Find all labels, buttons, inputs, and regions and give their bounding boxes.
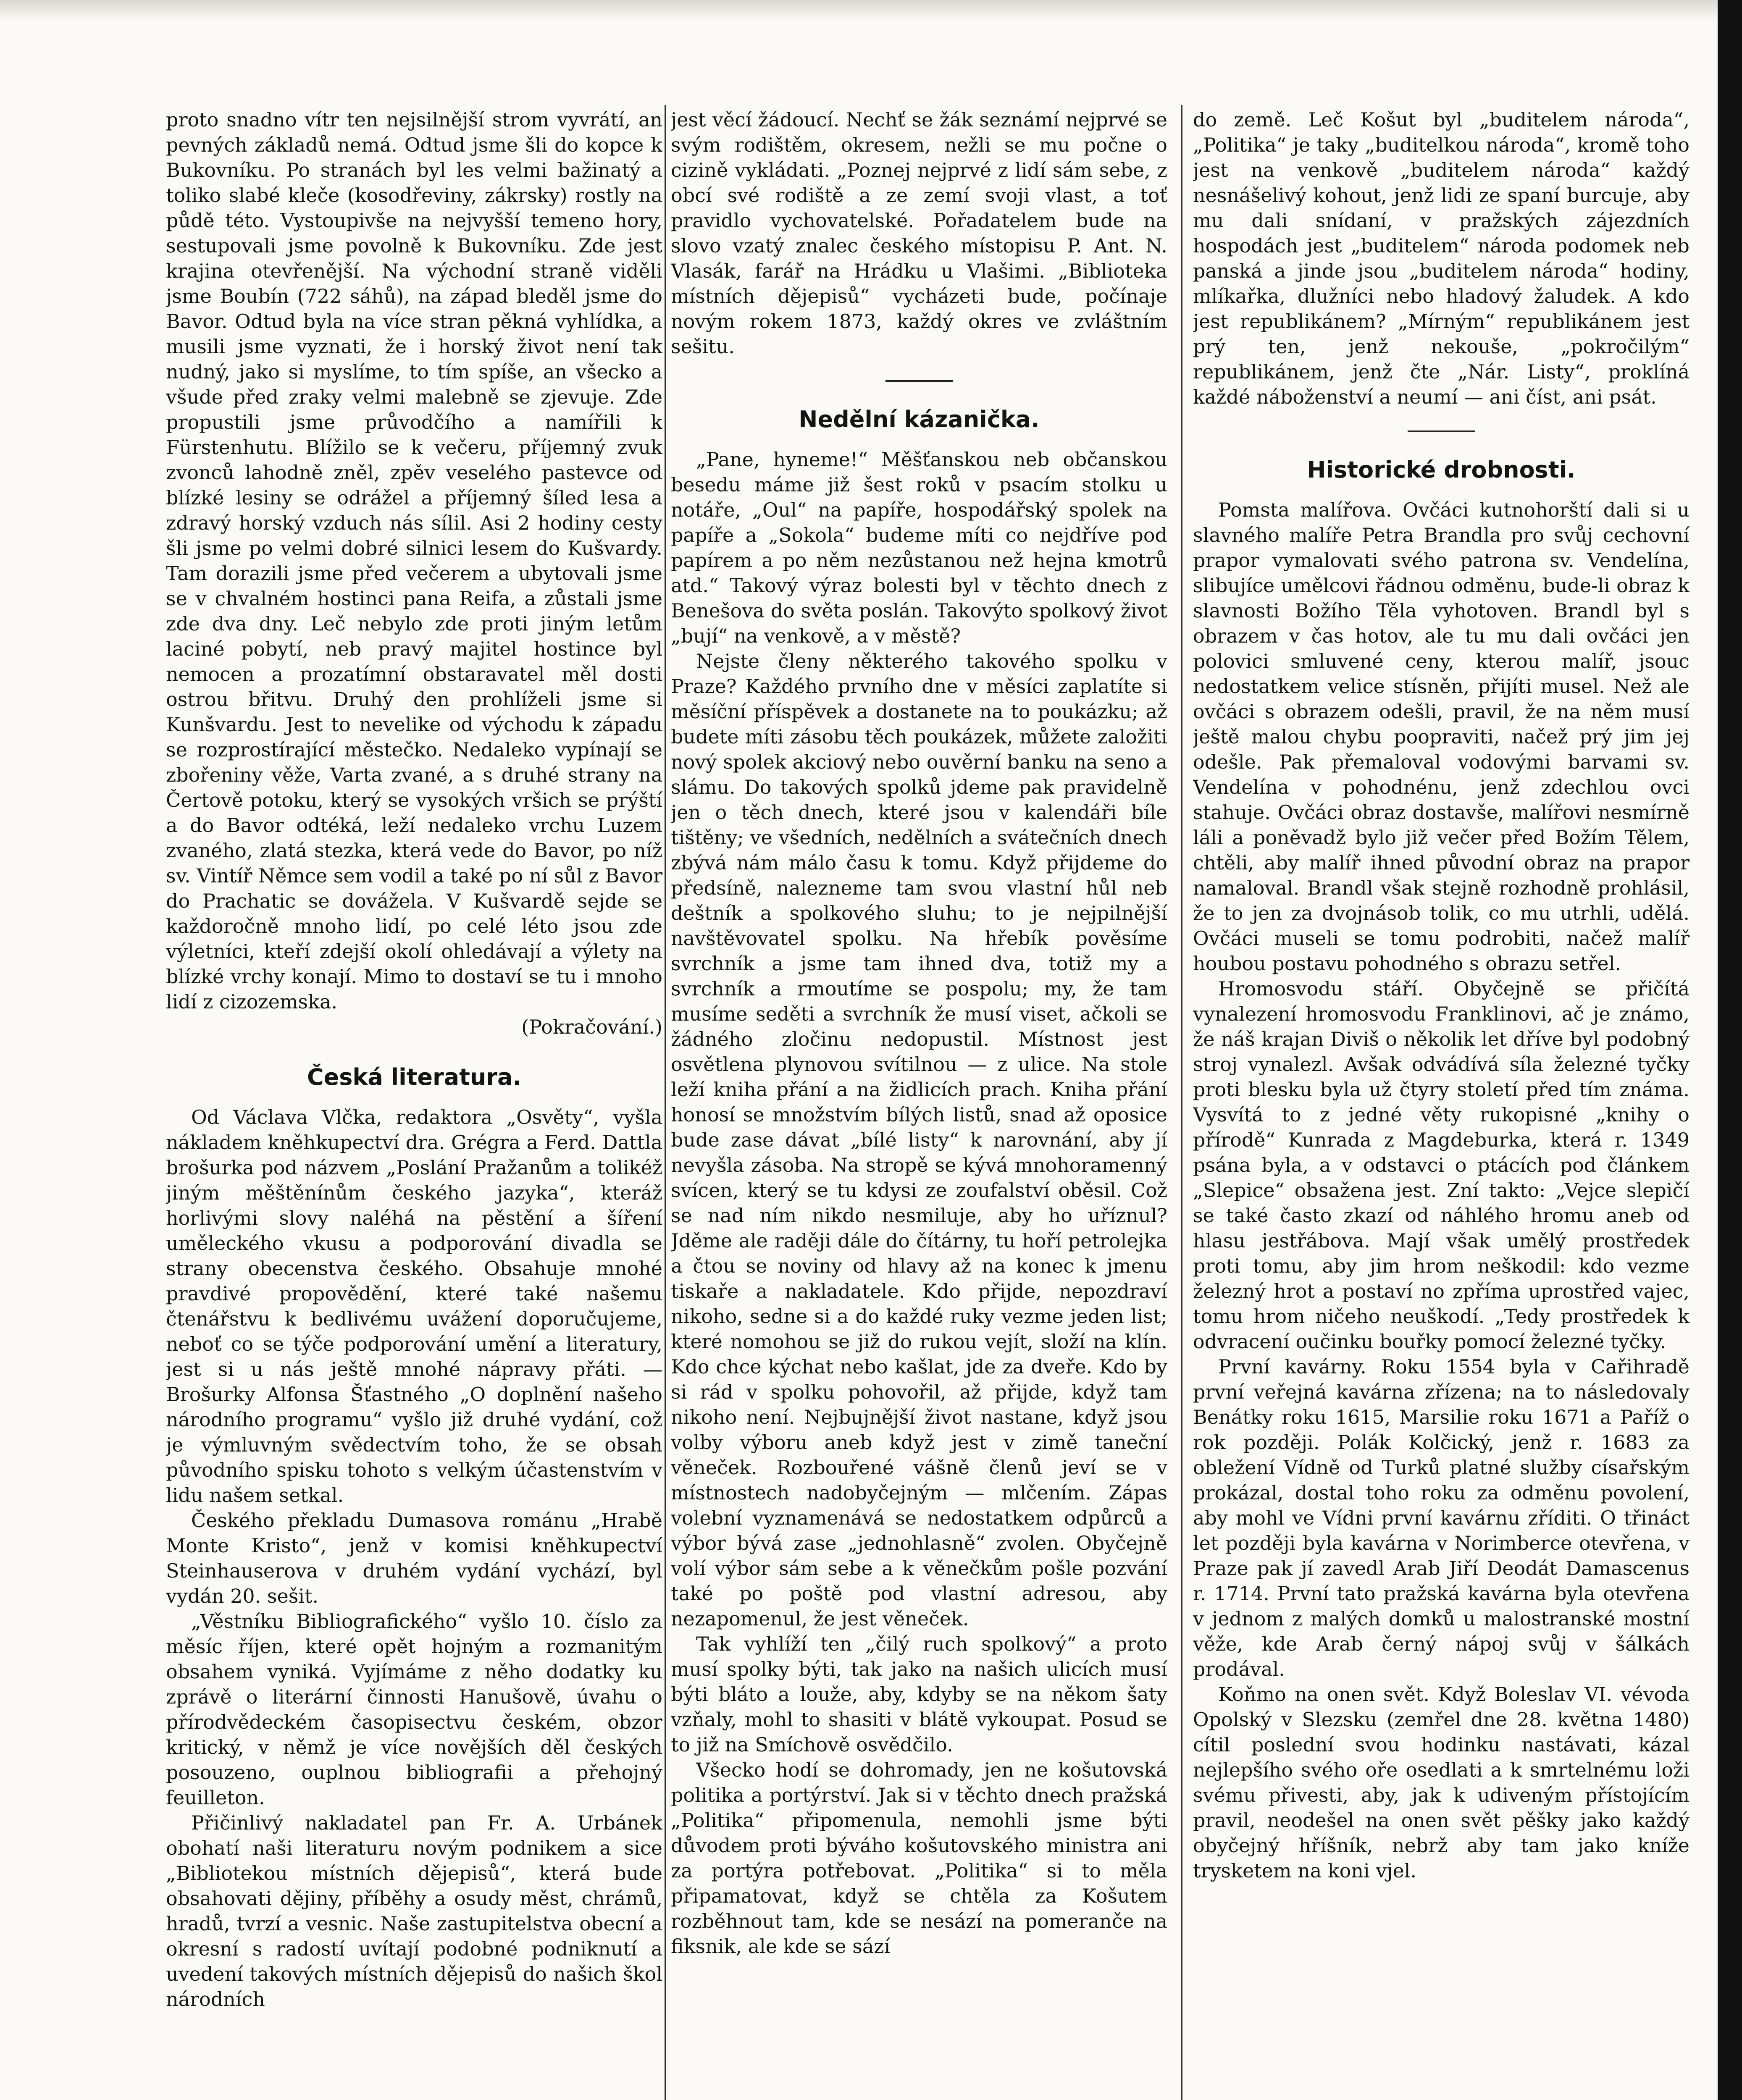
continuation-note: (Pokračování.) [521,1016,662,1038]
article-text: Českého překladu Dumasova románu „Hrabě Monte Kristo“, jenž v komisi kněhkupectví Steinhauserova v druhém vydání vychází, byl vydán 20. sešit. [166,1509,662,1607]
article-text: Tak vyhlíží ten „čilý ruch spolkový“ a proto musí spolky býti, tak jako na našich ulicích musí býti bláto a louže, aby, kdyby se na někom šaty vzňaly, mohl to shasiti v blátě vykoupat. Posud se to již na Smíchově osvědčilo. [671,1633,1167,1756]
scan-right-edge [1718,0,1742,2100]
article-text: jest věcí žádoucí. Nechť se žák seznámí nejprvé se svým rodištěm, okresem, nežli se mu počne o cizině vykládati. „Poznej nejprvé z lidí sám sebe, z obcí své rodiště a ze zemí svoji vlast, a toť pravidlo vychovatelské. Pořadatelem bude na slovo vzatý znalec českého místopisu P. Ant. N. Vlasák, farář na Hrádku u Vlašimi. „Biblioteka místních dějepisů“ vycházeti bude, počínaje novým rokem 1873, každý okres ve zvláštním sešitu. [671,108,1167,358]
section-divider [885,380,953,382]
article-text: Koňmo na onen svět. Když Boleslav VI. vévoda Opolský v Slezsku (zemřel dne 28. května 1480) cítil poslední svou hodinku nastávati, kázal nejlepšího svého oře osedlati a k smrtelnému loži svému přivesti, aby, jak k udiveným přístojícím pravil, neodešel na onen svět pěšky jako každý obyčejný hříšník, nebrž aby tam jako kníže trysketem na koni vjel. [1193,1683,1689,1882]
column-left [166,107,662,2100]
article-text: Od Václava Vlčka, redaktora „Osvěty“, vyšla nákladem kněhkupectví dra. Grégra a Ferd. Dattla brošurka pod názvem „Poslání Pražanům a tolikéž jiným měštěnínům českého jazyka“, kteráž horlivými slovy naléhá na pěstění a šíření uměleckého vkusu a podporování divadla se strany obecenstva českého. Obsahuje mnohé pravdivé propovědění, které také našemu čtenářstvu k bedlivému uvážení doporučujeme, neboť co se týče podporování umění a literatury, jest si u nás ještě mnohé nápravy přáti. — Brošurky Alfonsa Šťastného „O doplnění našeho národního programu“ vyšlo již druhé vydání, což je výmluvným svědectvím toho, že se obsah původního spisku tohoto s velkým účastenstvím v lidu našem setkal. [166,1106,662,1507]
article-text: Hromosvodu stáří. Obyčejně se přičítá vynalezení hromosvodu Franklinovi, ač je známo, že náš krajan Diviš o několik let dříve byl podobný stroj vynalezl. Avšak odvádívá síla železné tyčky proti blesku byla už čtyry století před tím známa. Vysvítá to z jedné věty rukopisné „knihy o přírodě“ Kunrada z Magdeburka, která r. 1349 psána byla, a v odstavci o ptácích pod článkem „Slepice“ obsažena jest. Zní takto: „Vejce slepičí se také často zkazí od náhlého hromu aneb od hlasu jestřábova. Mají však umělý prostředek proti tomu, aby jim hrom neškodil: kdo vezme železný hrot a postaví no zpříma uprostřed vajec, tomu hrom ničeho neuškodí. „Tedy prostředek k odvracení oučinku bouřky pomocí železné tyčky. [1193,977,1689,1353]
article-text: proto snadno vítr ten nejsilnější strom vyvrátí, an pevných základů nemá. Odtud jsme šli do kopce k Bukovníku. Po stranách byl les velmi bažinatý a toliko slabé kleče (kosodřeviny, zákrsky) rostly na půdě této. Vystoupivše na nejvyšší temeno hory, sestupovali jsme povolně k Bukovníku. Zde jest krajina otevřenější. Na východní straně viděli jsme Boubín (722 sáhů), na západ bleděl jsme do Bavor. Odtud byla na více stran pěkná vyhlídka, a musili jsme vyznati, že i horský život není tak nudný, jako si myslíme, to tím spíše, an všecko a všude před zraky velmi malebně se zjevuje. Zde propustili jsme průvodčího a namířili k Fürstenhutu. Blížilo se k večeru, příjemný zvuk zvonců lahodně zněl, zpěv veselého pastevce od blízké lesiny se odrážel a příjemný šíled lesa a zdravý horský vzduch nás sílil. Asi 2 hodiny cesty šli jsme po velmi dobré silnici lesem do Kušvardy. Tam dorazili jsme před večerem a ubytovali jsme se v chvalném hostinci pana Reifa, a zůstali jsme zde dva dny. Leč nebylo zde proti jiným letům laciné pobytí, neb pravý majitel hostince byl nemocen a prozatímní obstaravatel měl dosti ostrou břitvu. Druhý den prohlíželi jsme si Kunšvardu. Jest to nevelike od východu k západu se rozprostírající městečko. Nedaleko vypínají se zbořeniny věže, Varta zvané, a s druhé strany na Čertově potoku, který se vysokých vršich se prýští a do Bavor odtéká, leží nedaleko vrchu Luzem zvaného, zlatá stezka, která vede do Bavor, po níž sv. Vintíř Němce sem vodil a také po ní sůl z Bavor do Prachatic se dovážela. V Kušvardě sejde se každoročně mnoho lidí, po celé léto jsou zde výletníci, kteří zdejší okolí ohledávají a výlety na blízké vrchy konají. Mimo to dostaví se tu i mnoho lidí z cizozemska. [166,108,662,1013]
article-text: do země. Leč Košut byl „buditelem národa“, „Politika“ je taky „buditelkou národa“, kromě toho jest na venkově „buditelem národa“ každý nesnášelivý kohout, jenž lidi ze spaní burcuje, aby mu dali snídaní, v pražských zájezdních hospodách jest „buditelem“ národa podomek neb panská a jinde jsou „buditelem národa“ hodiny, mlíkařka, dlužníci nebo hladový žaludek. A kdo jest republikánem? „Mírným“ republikánem jest prý ten, jenž nekouše, „pokročilým“ republikánem, jenž čte „Nár. Listy“, proklíná každé náboženství a neumí — ani číst, ani psát. [1193,108,1689,408]
section-heading: Nedělní kázanička. [799,406,1040,433]
section-divider [1408,430,1475,432]
column-middle [671,107,1167,2100]
column-rule [665,105,666,2100]
section-heading: Česká literatura. [307,1064,521,1090]
article-text: „Pane, hyneme!“ Měšťanskou neb občanskou besedu máme již šest roků v psacím stolku u notáře, „Oul“ na papíře, hospodářský spolek na papíře a „Sokola“ budeme míti co nejdříve pod papírem a po něm nezůstanou než hejna kmotrů atd.“ Takový výraz bolesti byl v těchto dnech z Benešova do světa poslán. Takovýto spolkový život „bují“ na venkově, a v městě? [671,448,1167,647]
section-heading: Historické drobnosti. [1307,457,1576,483]
article-text: První kavárny. Roku 1554 byla v Cařihradě první veřejná kavárna zřízena; na to následovaly Benátky roku 1615, Marsilie roku 1671 a Paříž o rok později. Polák Kolčický, jenž r. 1683 za obležení Vídně od Turků platné služby císařským prokázal, dostal toho roku za odměnu povolení, aby mohl ve Vídni první kavárnu zříditi. O třináct let později byla kavárna v Norimberce otevřena, v Praze pak jí zavedl Arab Jiří Deodát Damascenus r. 1714. První tato pražská kavárna byla otevřena v jednom z malých domků u malostranské mostní věže, kde Arab černý nápoj svůj v šálkách prodával. [1193,1355,1689,1680]
article-text: Přičinlivý nakladatel pan Fr. A. Urbánek obohatí naši literaturu novým podnikem a sice „Bibliotekou místních dějepisů“, která bude obsahovati dějiny, příběhy a osudy měst, chrámů, hradů, tvrzí a vesnic. Naše zastupitelstva obecní a okresní s radostí uvítají podobné podniknutí a uvedení takových místních dějepisů do našich škol národních [166,1811,662,2011]
column-rule [1181,105,1182,2100]
article-text: Pomsta malířova. Ovčáci kutnohorští dali si u slavného malíře Petra Brandla pro svůj cechovní prapor vymalovati svého patrona sv. Vendelína, slibujíce umělcovi řádnou odměnu, bude-li obraz k slavnosti Božího Těla vyhotoven. Brandl byl s obrazem v čas hotov, ale tu mu dali ovčáci jen polovici smluvené ceny, kterou malíř, jsouc nedostatkem velice stísněn, přijíti musel. Než ale ovčáci s obrazem odešli, pravil, že na něm musí ještě malou chybu poopraviti, načež prý jim jej odešle. Pak přemaloval vodovými barvami sv. Vendelína v pohodnénu, jenž zdechlou ovci stahuje. Ovčáci obraz dostavše, malířovi nesmírně láli a poněvadž bylo již večer před Božím Tělem, chtěli, aby malíř ihned původní obraz na prapor namaloval. Brandl však stejně rozhodně prohlásil, že to jen za dvojnásob tolik, co mu utrhli, udělá. Ovčáci museli se tomu podrobiti, načež malíř houbou postavu pohodného s obrazu setřel. [1193,499,1689,975]
article-text: Nejste členy některého takového spolku v Praze? Každého prvního dne v měsíci zaplatíte si měsíční příspěvek a dostanete na to poukázku; až budete míti zásobu těch poukázek, můžete založiti nový spolek akciový nebo ouvěrní banku na seno a slámu. Do takových spolků jdeme pak pravidelně jen o těch dnech, které jsou v kalendáři bíle tištěny; ve všedních, nedělních a svátečních dnech zbývá nám málo času k tomu. Když přijdeme do předsíně, nalezneme tam svou vlastní hůl neb deštník a spolkového sluhu; to je nejpilnější navštěvovatel spolku. Na hřebík pověsíme svrchník a jsme tam ihned dva, totiž my a svrchník a rmoutíme se pospolu; my, že tam musíme seděti a svrchník že musí viset, ačkoli se žádného zločinu nedopustil. Místnost jest osvětlena plynovou svítilnou — z ulice. Na stole leží kniha přání a na židlicích prach. Kniha přání honosí se množstvím bílých listů, snad až oposice bude zase dávat „bílé listy“ k narovnání, aby jí nevyšla zásoba. Na stropě se kývá mnohoramenný svícen, který se tu kdysi ze zoufalství oběsil. Což se nad ním nikdo nesmiluje, aby ho uříznul? Jděme ale raději dále do čítárny, tu hoří petrolejka a čtou se noviny od hlavy až na konec k jmenu tiskaře a nakladatele. Kdo přijde, nepozdraví nikoho, sedne si a do každé ruky vezme jeden list; které nomohou se již do rukou vejít, složí na klín. Kdo chce kýchat nebo kašlat, jde za dveře. Kdo by si rád v spolku pohovořil, až přijde, když tam nikoho není. Nejbujnější život nastane, když jsou volby výboru aneb když jest v zimě taneční věneček. Rozbouřené vášně členů jeví se v místnostech nadobyčejným — mlčením. Zápas volební vyznamenává se nedostatkem odpůrců a výbor bývá zase „jednohlasně“ zvolen. Obyčejně volí výbor sám sebe a k věnečkům pošle pozvání také po poště pod vlastní adresou, aby nezapomenul, že jest věneček. [671,650,1167,1630]
article-text: „Věstníku Bibliografického“ vyšlo 10. číslo za měsíc říjen, které opět hojným a rozmanitým obsahem vyniká. Vyjímáme z něho dodatky ku zprávě o literární činnosti Hanušově, úvahu o přírodvědeckém časopisectvu českém, obzor kritický, v němž je více novějších děl českých posouzeno, ouplnou bibliografii a přehojný feuilleton. [166,1610,662,1809]
column-right [1193,107,1689,2100]
article-text: Všecko hodí se dohromady, jen ne košutovská politika a portýrství. Jak si v těchto dnech pražská „Politika“ připomenula, nemohli jsme býti důvodem proti býváho košutovského ministra ani za portýra potřebovat. „Politika“ si to měla připamatovat, když se chtěla za Košutem rozběhnout tam, kde se nesází na pomeranče na fiksnik, ale kde se sází [671,1759,1167,1958]
scan-top-edge [0,0,1742,21]
